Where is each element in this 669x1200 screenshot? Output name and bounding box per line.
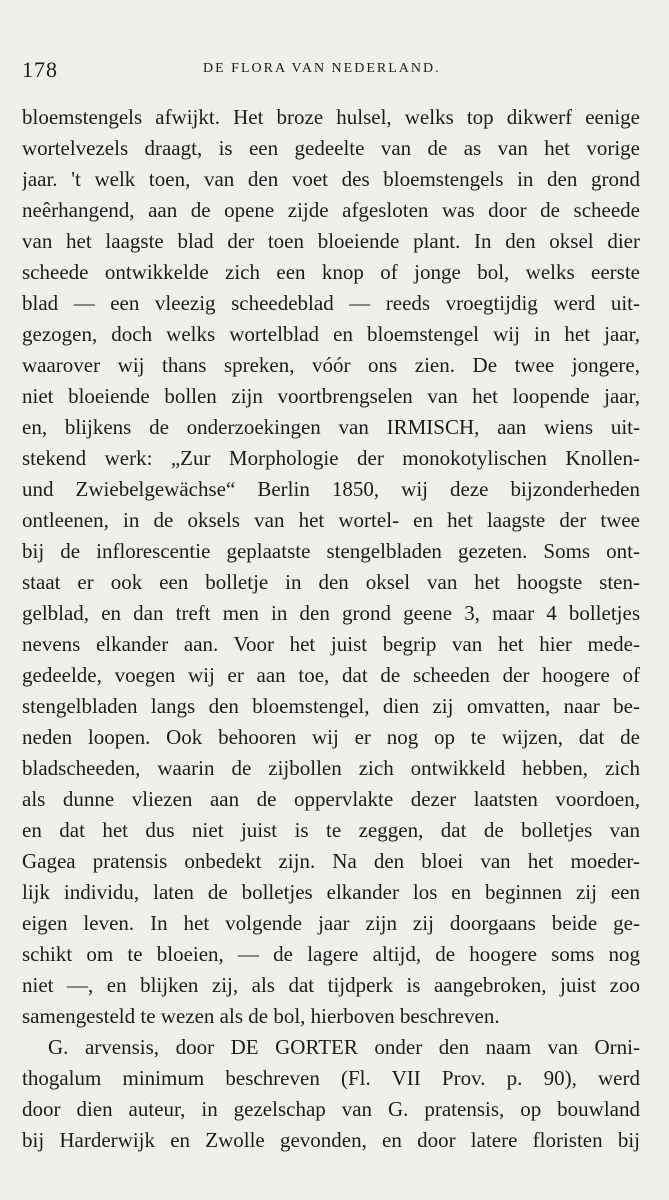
text-line: neêrhangend, aan de opene zijde afgesloten was door de scheede <box>22 198 640 222</box>
text-line: bij de inflorescentie geplaatste stengelbladen gezeten. Soms ont- <box>22 539 640 563</box>
text-line: stengelbladen langs den bloemstengel, dien zij omvatten, naar be- <box>22 694 640 718</box>
page-number: 178 <box>22 57 58 82</box>
text-line: Gagea pratensis onbedekt zijn. Na den bloei van het moeder- <box>22 849 640 873</box>
text-line: gelblad, en dan treft men in den grond geene 3, maar 4 bolletjes <box>22 601 640 625</box>
text-line: als dunne vliezen aan de oppervlakte dezer laatsten voordoen, <box>22 787 640 811</box>
text-line: thogalum minimum beschreven (Fl. VII Prov. p. 90), werd <box>22 1066 640 1090</box>
text-line: niet bloeiende bollen zijn voortbrengselen van het loopende jaar, <box>22 384 640 408</box>
text-line: niet —, en blijken zij, als dat tijdperk is aangebroken, juist zoo <box>22 973 640 997</box>
text-line: en, blijkens de onderzoekingen van IRMISCH, aan wiens uit- <box>22 415 640 439</box>
text-line: eigen leven. In het volgende jaar zijn zij doorgaans beide ge- <box>22 911 640 935</box>
paragraph-start-line: G. arvensis, door DE GORTER onder den naam van Orni- <box>48 1035 640 1059</box>
text-line: bladscheeden, waarin de zijbollen zich ontwikkeld hebben, zich <box>22 756 640 780</box>
paragraph-end-line: samengesteld te wezen als de bol, hierboven beschreven. <box>22 1004 500 1028</box>
page-header <box>0 57 669 83</box>
text-line: gezogen, doch welks wortelblad en bloemstengel wij in het jaar, <box>22 322 640 346</box>
text-line: und Zwiebelgewächse“ Berlin 1850, wij deze bijzonderheden <box>22 477 640 501</box>
text-line: stekend werk: „Zur Morphologie der monokotylischen Knollen- <box>22 446 640 470</box>
text-line: lijk individu, laten de bolletjes elkander los en beginnen zij een <box>22 880 640 904</box>
text-line: gedeelde, voegen wij er aan toe, dat de scheeden der hoogere of <box>22 663 640 687</box>
running-head: DE FLORA VAN NEDERLAND. <box>203 61 441 76</box>
text-line: ontleenen, in de oksels van het wortel- en het laagste der twee <box>22 508 640 532</box>
text-line: scheede ontwikkelde zich een knop of jonge bol, welks eerste <box>22 260 640 284</box>
text-line: waarover wij thans spreken, vóór ons zien. De twee jongere, <box>22 353 640 377</box>
text-line: bloemstengels afwijkt. Het broze hulsel, welks top dikwerf eenige <box>22 105 640 129</box>
text-line: staat er ook een bolletje in den oksel van het hoogste sten- <box>22 570 640 594</box>
text-line: door dien auteur, in gezelschap van G. pratensis, op bouwland <box>22 1097 640 1121</box>
text-line: wortelvezels draagt, is een gedeelte van de as van het vorige <box>22 136 640 160</box>
text-line: en dat het dus niet juist is te zeggen, dat de bolletjes van <box>22 818 640 842</box>
text-line: neden loopen. Ook behooren wij er nog op te wijzen, dat de <box>22 725 640 749</box>
body-text <box>22 102 640 1156</box>
text-line: van het laagste blad der toen bloeiende plant. In den oksel dier <box>22 229 640 253</box>
text-line: blad — een vleezig scheedeblad — reeds vroegtijdig werd uit- <box>22 291 640 315</box>
text-line: schikt om te bloeien, — de lagere altijd, de hoogere soms nog <box>22 942 640 966</box>
text-line: nevens elkander aan. Voor het juist begrip van het hier mede- <box>22 632 640 656</box>
text-line: jaar. 't welk toen, van den voet des bloemstengels in den grond <box>22 167 640 191</box>
text-line: bij Harderwijk en Zwolle gevonden, en door latere floristen bij <box>22 1128 640 1152</box>
